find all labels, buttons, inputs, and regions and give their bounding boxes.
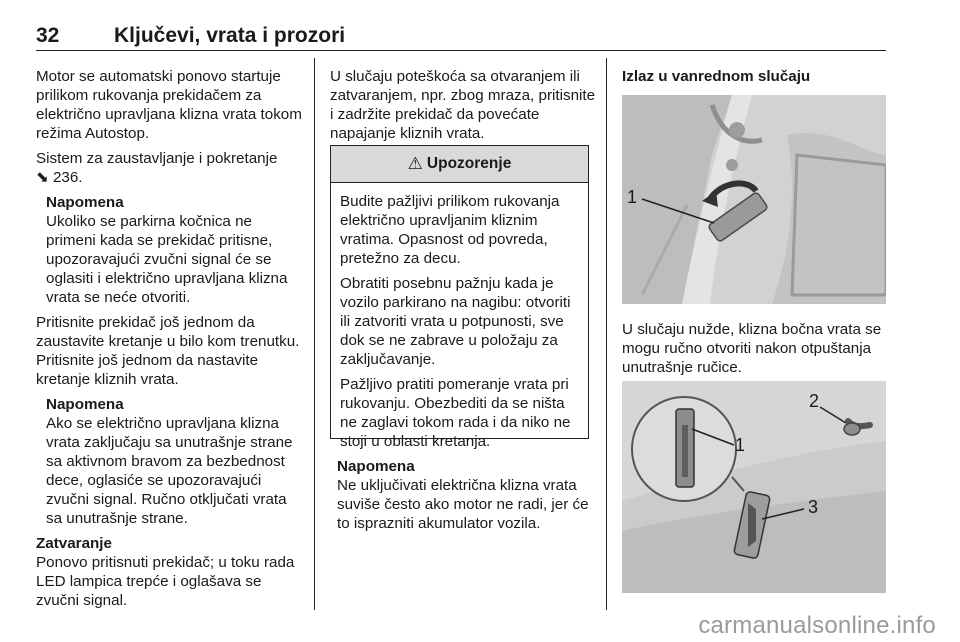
note-2-text: Ako se električno upravljana klizna vrata zaključaju sa unutrašnje strane sa aktivnom bravom za bezbednost dece, oglasiće se upozoravajući zvučni signal. Ručno otključati vrata sa unutrašnje strane. xyxy=(46,415,293,527)
warning-box xyxy=(330,145,589,450)
column-divider-1 xyxy=(314,58,315,610)
column-3-text xyxy=(622,320,886,383)
figure-door-switch xyxy=(622,95,886,304)
paragraph-emergency: U slučaju nužde, klizna bočna vrata se mogu ručno otvoriti nakon otpuštanja unutrašnje ručice. xyxy=(622,321,882,376)
header-divider xyxy=(36,50,886,51)
page-title: Ključevi, vrata i prozori xyxy=(114,24,346,47)
warning-paragraph-2: Obratiti posebnu pažnju kada je vozilo parkirano na nagibu: otvoriti ili zatvoriti vrata u potpunosti, sve dok se ne zabrave u položaju za zaključavanje. xyxy=(340,275,571,368)
warning-header xyxy=(331,146,588,183)
figure-2-callout-3: 3 xyxy=(808,497,819,517)
warning-paragraph-3: Pažljivo pratiti pomeranje vrata pri rukovanju. Obezbediti da se ništa ne zaglavi tokom rada i da niko ne stoji u oblasti kretanja. xyxy=(340,376,571,450)
warning-triangle-icon: ⚠ xyxy=(407,154,423,173)
note-3 xyxy=(337,457,595,539)
watermark-text: carmanualsonline.info xyxy=(698,612,936,639)
figure-interior-handles xyxy=(622,381,886,593)
paragraph-stop-start xyxy=(36,149,302,187)
warning-body xyxy=(331,183,588,451)
column-1 xyxy=(36,67,302,616)
column-divider-2 xyxy=(606,58,607,610)
paragraph-stop-movement: Pritisnite prekidač još jednom da zaustavite kretanje u bilo kom trenutku. Pritisnite još jednom da nastavite kretanje kliznih vrata. xyxy=(36,314,300,388)
warning-paragraph-1: Budite pažljivi prilikom rukovanja električno upravljanim kliznim vratima. Opasnost od povreda, pretežno za decu. xyxy=(340,193,560,267)
paragraph-autostop: Motor se automatski ponovo startuje prilikom rukovanja prekidačem za električno upravljana klizna vrata tokom režima Autostop. xyxy=(36,68,302,142)
section-heading-emergency: Izlaz u vanrednom slučaju xyxy=(622,68,811,85)
figure-2-callout-2: 2 xyxy=(809,391,820,411)
page-header xyxy=(36,20,886,50)
figure-1-callout-1: 1 xyxy=(627,187,638,207)
note-1 xyxy=(36,193,302,307)
warning-title: Upozorenje xyxy=(426,155,512,172)
figure-door-switch-drawing xyxy=(622,95,886,304)
figure-2-callout-1: 1 xyxy=(735,435,746,455)
note-1-text: Ukoliko se parkirna kočnica ne primeni kada se prekidač pritisne, upozoravajući zvučni signal će se oglasiti i električno upravljana klizna vrata se neće otvoriti. xyxy=(46,213,288,306)
column-2 xyxy=(330,67,596,149)
column-3-heading-wrap xyxy=(622,67,886,86)
note-3-text: Ne uključivati električna klizna vrata suviše često ako motor ne radi, jer će to isprazniti akumulator vozila. xyxy=(337,477,589,532)
note-1-title: Napomena xyxy=(46,194,124,211)
page-number: 32 xyxy=(36,24,60,47)
paragraph-frost: U slučaju poteškoća sa otvaranjem ili zatvaranjem, npr. zbog mraza, pritisnite i zadržite prekidač da povećate napajanje kliznih vrata. xyxy=(330,68,596,142)
page-reference[interactable]: 236. xyxy=(52,169,83,186)
arrow-reference-icon[interactable]: ⬊ xyxy=(36,169,49,186)
note-2-title: Napomena xyxy=(46,396,124,413)
section-heading-closing: Zatvaranje xyxy=(36,535,112,552)
note-2 xyxy=(36,395,302,528)
paragraph-closing: Ponovo pritisnuti prekidač; u toku rada LED lampica trepće i oglašava se zvučni signal. xyxy=(36,554,295,609)
figure-interior-handles-drawing xyxy=(622,381,886,593)
paragraph-stop-start-text: Sistem za zaustavljanje i pokretanje xyxy=(36,150,278,167)
note-3-title: Napomena xyxy=(337,458,415,475)
